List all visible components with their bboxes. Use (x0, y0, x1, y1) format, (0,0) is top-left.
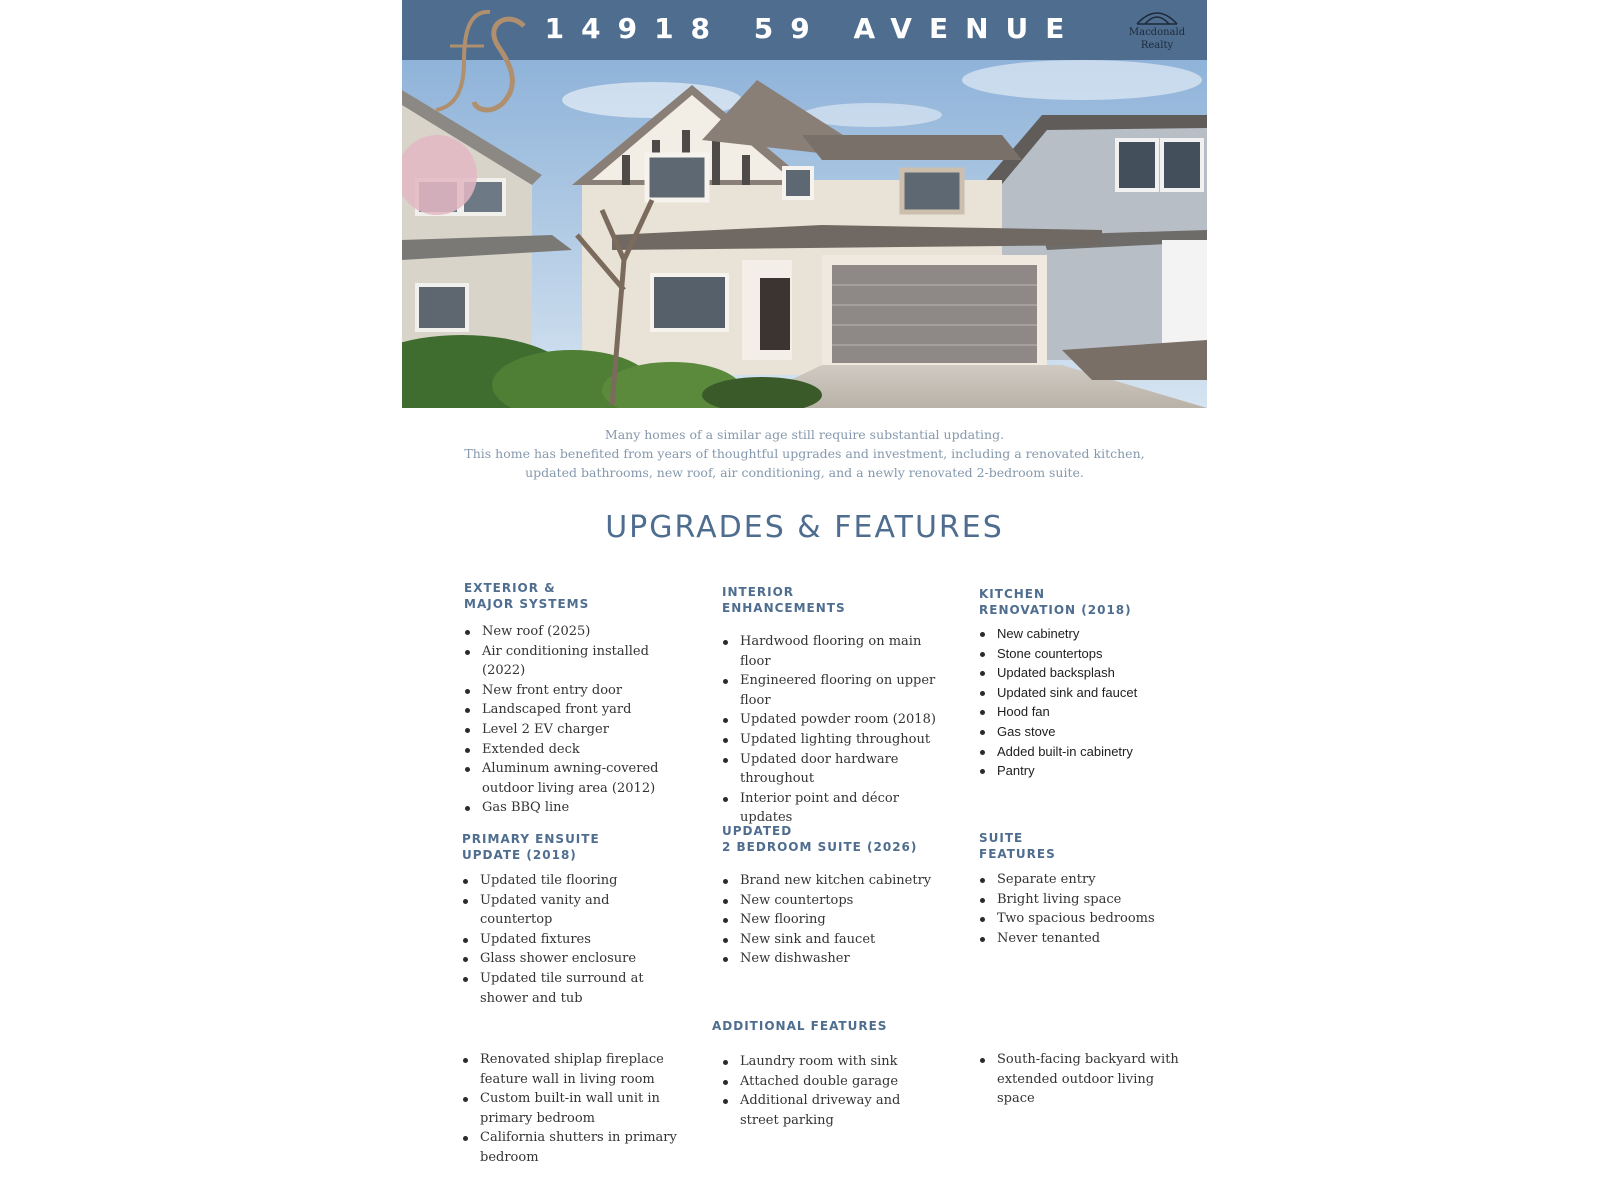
suite-features-title: SUITE FEATURES (979, 831, 1056, 861)
list-item: Updated powder room (2018) (722, 710, 944, 730)
list-item: Two spacious bedrooms (979, 909, 1184, 929)
ensuite-block (462, 831, 677, 1008)
list-item: New roof (2025) (464, 622, 674, 642)
list-item: Hardwood flooring on main floor (722, 632, 944, 671)
list-item: Updated door hardware throughout (722, 750, 944, 789)
list-item: Updated backsplash (979, 663, 1184, 683)
suite-block (722, 823, 947, 969)
list-item: Laundry room with sink (722, 1052, 942, 1072)
kitchen-title: KITCHEN RENOVATION (2018) (979, 587, 1132, 617)
list-item: New sink and faucet (722, 930, 947, 950)
kitchen-list (979, 624, 1184, 781)
list-item: Updated vanity and countertop (462, 891, 677, 930)
list-item: Never tenanted (979, 929, 1184, 949)
suite-title: UPDATED 2 BEDROOM SUITE (2026) (722, 824, 918, 854)
kitchen-block (979, 586, 1184, 781)
exterior-list (464, 622, 674, 818)
interior-title: INTERIOR ENHANCEMENTS (722, 585, 846, 615)
suite-list (722, 871, 947, 969)
realty-crest-icon (1135, 8, 1179, 26)
list-item: Updated sink and faucet (979, 683, 1184, 703)
list-item: Added built-in cabinetry (979, 742, 1184, 762)
list-item: Updated lighting throughout (722, 730, 944, 750)
list-item: Gas BBQ line (464, 798, 674, 818)
additional-list-2 (722, 1052, 942, 1130)
list-item: Engineered flooring on upper floor (722, 671, 944, 710)
intro-text (452, 425, 1157, 482)
list-item: Attached double garage (722, 1072, 942, 1092)
suite-features-list (979, 870, 1184, 948)
additional-col-2 (722, 1052, 942, 1130)
exterior-title: EXTERIOR & MAJOR SYSTEMS (464, 581, 590, 611)
list-item: Brand new kitchen cabinetry (722, 871, 947, 891)
upgrades-heading: UPGRADES & FEATURES (605, 510, 1004, 545)
ensuite-title: PRIMARY ENSUITE UPDATE (2018) (462, 832, 600, 862)
intro-line-2: This home has benefited from years of thoughtful upgrades and investment, including a renovated kitchen, updated bathrooms, new roof, air conditioning, and a newly renovated 2-bedroom suite. (464, 446, 1145, 480)
list-item: California shutters in primary bedroom (462, 1128, 677, 1167)
suite-features-block (979, 830, 1184, 948)
brand-name-line1: Macdonald (1128, 27, 1186, 38)
ensuite-list (462, 871, 677, 1008)
list-item: Aluminum awning-covered outdoor living area (2012) (464, 759, 674, 798)
list-item: Stone countertops (979, 644, 1184, 664)
feature-sheet (402, 0, 1207, 1200)
list-item: Gas stove (979, 722, 1184, 742)
list-item: South-facing backyard with extended outdoor living space (979, 1050, 1189, 1109)
fs-monogram-logo (428, 6, 528, 116)
list-item: New front entry door (464, 681, 674, 701)
intro-line-1: Many homes of a similar age still require substantial updating. (604, 427, 1005, 442)
list-item: New countertops (722, 891, 947, 911)
exterior-block (464, 580, 674, 818)
list-item: Landscaped front yard (464, 700, 674, 720)
list-item: Additional driveway and street parking (722, 1091, 942, 1130)
interior-list (722, 632, 944, 828)
additional-list-1 (462, 1050, 677, 1168)
list-item: New flooring (722, 910, 947, 930)
list-item: New cabinetry (979, 624, 1184, 644)
list-item: Glass shower enclosure (462, 949, 677, 969)
list-item: Level 2 EV charger (464, 720, 674, 740)
list-item: Updated tile surround at shower and tub (462, 969, 677, 1008)
list-item: Updated fixtures (462, 930, 677, 950)
property-address: 14918 59 AVENUE (544, 12, 1082, 45)
additional-col-1 (462, 1050, 677, 1168)
list-item: Air conditioning installed (2022) (464, 642, 674, 681)
list-item: Renovated shiplap fireplace feature wall in living room (462, 1050, 677, 1089)
list-item: Custom built-in wall unit in primary bedroom (462, 1089, 677, 1128)
additional-features-title: ADDITIONAL FEATURES (712, 1019, 888, 1033)
brand-name-line2: Realty (1140, 40, 1174, 51)
list-item: New dishwasher (722, 949, 947, 969)
list-item: Separate entry (979, 870, 1184, 890)
list-item: Interior point and décor updates (722, 789, 944, 828)
macdonald-realty-logo (1125, 8, 1189, 54)
list-item: Bright living space (979, 890, 1184, 910)
list-item: Extended deck (464, 740, 674, 760)
additional-col-3 (979, 1050, 1189, 1109)
list-item: Updated tile flooring (462, 871, 677, 891)
list-item: Pantry (979, 761, 1184, 781)
interior-block (722, 584, 944, 828)
additional-list-3 (979, 1050, 1189, 1109)
list-item: Hood fan (979, 702, 1184, 722)
